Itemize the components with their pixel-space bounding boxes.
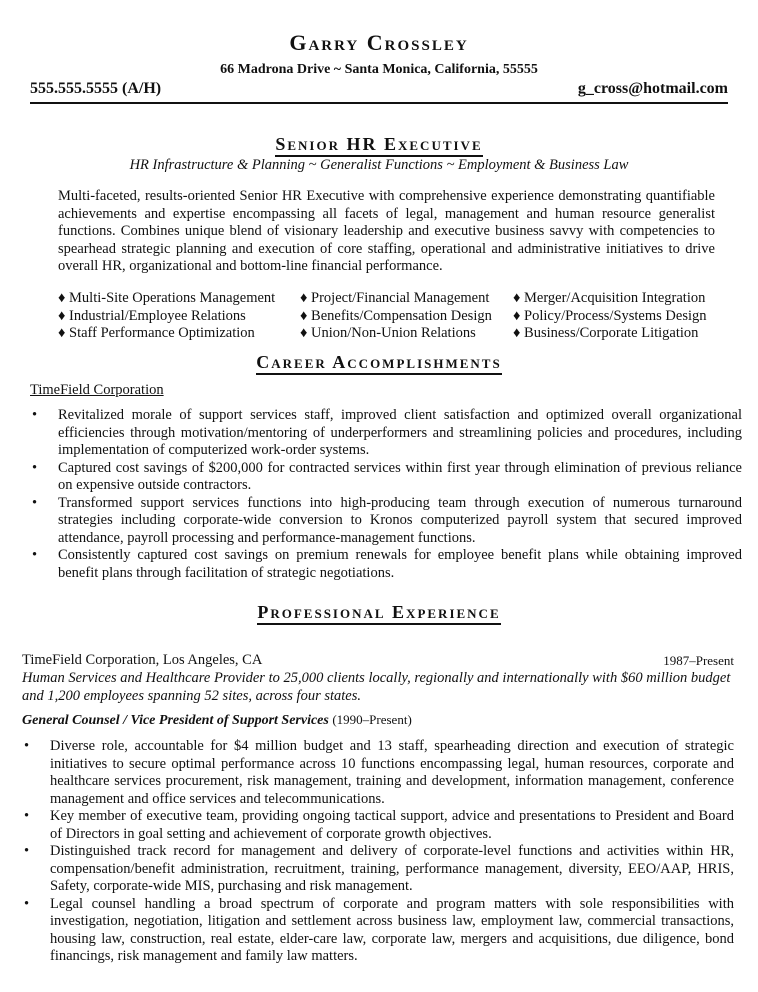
- list-item: • Distinguished track record for management and delivery of corporate-level functions and activities within HR, compensation/benefit administration, recruitment, training, performance management, diversity, EEO/AAP, HRIS, Safety, corporate-wide MIS, purchasing and risk management.: [22, 843, 734, 896]
- headline-title: Senior HR Executive: [0, 134, 758, 155]
- employer-row: [22, 652, 734, 669]
- skill-item: ♦ Industrial/Employee Relations: [58, 307, 246, 324]
- skill-item: ♦ Merger/Acquisition Integration: [513, 290, 706, 306]
- contact-row: [30, 80, 728, 104]
- list-item: • Diverse role, accountable for $4 million budget and 13 staff, spearheading direction and execution of strategic initiatives to secure optimal performance across 10 functions encompassing legal, human resources, corporate and healthcare services procurement, risk management, training and development, information management, conference management and office services and telecommunications.: [22, 738, 734, 808]
- skill-item: ♦ Project/Financial Management: [300, 290, 490, 306]
- skills-row: [58, 325, 738, 343]
- accomplishments-company: TimeField Corporation: [30, 382, 164, 398]
- experience-heading: Professional Experience: [0, 602, 758, 623]
- skill-item: ♦ Multi-Site Operations Management: [58, 290, 276, 306]
- experience-list: [22, 738, 734, 966]
- address: 66 Madrona Drive ~ Santa Monica, California, 55555: [220, 62, 538, 77]
- list-item: • Key member of executive team, providing ongoing tactical support, advice and presentations to President and Board of Directors in goal setting and achievement of corporate growth objectives.: [22, 808, 734, 843]
- list-item: • Revitalized morale of support services staff, improved client satisfaction and optimized overall organizational efficiencies through motivation/mentoring of underperformers and streamlining policies and procedures, including implementation of computerized work-order systems.: [30, 407, 742, 460]
- headline-subtitle: HR Infrastructure & Planning ~ Generalist Functions ~ Employment & Business Law: [129, 157, 629, 173]
- list-item: • Consistently captured cost savings on premium renewals for employee benefit plans while obtaining improved benefit plans through facilitation of strategic negotiations.: [30, 547, 742, 582]
- employer-name: TimeField Corporation, Los Angeles, CA: [22, 652, 263, 668]
- skills-row: [58, 308, 738, 326]
- skill-item: ♦ Staff Performance Optimization: [58, 325, 255, 341]
- skill-item: ♦ Benefits/Compensation Design: [300, 307, 492, 324]
- email-address: g_cross@hotmail.com: [577, 80, 728, 97]
- skill-item: ♦ Policy/Process/Systems Design: [513, 307, 707, 324]
- candidate-name: Garry Crossley: [289, 30, 469, 55]
- list-item: • Captured cost savings of $200,000 for contracted services within first year through elimination of previous reliance on expensive outside contractors.: [30, 460, 742, 495]
- role-dates: (1990–Present): [332, 712, 412, 727]
- list-item: • Transformed support services functions into high-producing team through execution of numerous turnaround strategies including corporate-wide conversion to Kronos computerized payroll system that secured improved attendance, payroll processing and performance-management functions.: [30, 495, 742, 548]
- role-title: [22, 712, 412, 729]
- list-item: • Legal counsel handling a broad spectrum of corporate and program matters with sole responsibilities with investigation, negotiation, litigation and settlement across business law, employment law, commercial transactions, housing law, construction, real estate, elder-care law, corporate law, mergers and acquisitions, due diligence, bond financings, risk management and family law matters.: [22, 896, 734, 966]
- accomplishments-heading: Career Accomplishments: [0, 352, 758, 373]
- skills-grid: [58, 290, 738, 343]
- accomplishments-list: [30, 407, 742, 582]
- phone-number: 555.555.5555 (A/H): [30, 80, 162, 97]
- employer-description: Human Services and Healthcare Provider to 25,000 clients locally, regionally and internationally with $60 million budget and 1,200 employees spanning 52 sites, across four states.: [22, 670, 731, 704]
- role-name: General Counsel / Vice President of Support Services: [22, 713, 329, 728]
- skill-item: ♦ Union/Non-Union Relations: [300, 325, 476, 341]
- skills-row: [58, 290, 738, 308]
- summary-paragraph: Multi-faceted, results-oriented Senior HR Executive with comprehensive experience demonstrating quantifiable achievements and expertise encompassing all facets of legal, management and human resource generalist functions. Combines unique blend of visionary leadership and executive business savvy with competencies to spearhead strategic planning and execution of core staffing, operational and administrative initiatives to drive overall HR, organizational and bottom-line financial performance.: [58, 188, 715, 274]
- skill-item: ♦ Business/Corporate Litigation: [513, 325, 699, 341]
- employment-dates: 1987–Present: [663, 653, 734, 668]
